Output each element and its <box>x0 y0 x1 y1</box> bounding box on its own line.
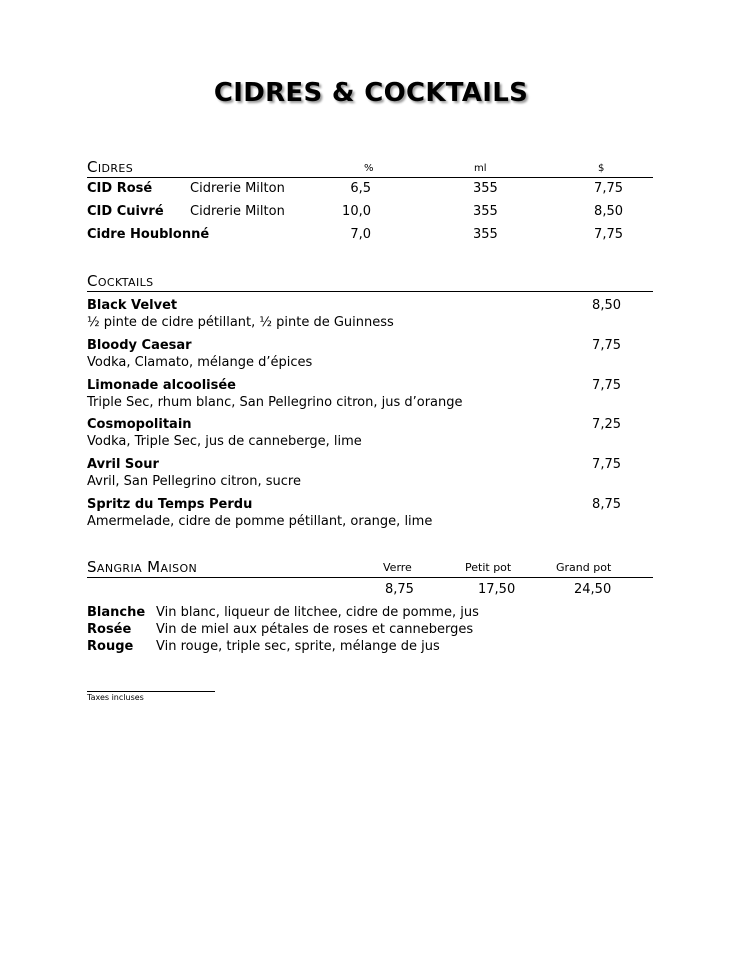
col-price: $ <box>598 163 605 174</box>
cocktail-desc: Amermelade, cidre de pomme pétillant, orange, lime <box>87 514 433 529</box>
cidre-ml: 355 <box>473 204 498 219</box>
footnote: Taxes incluses <box>87 693 144 702</box>
col-grand-pot: Grand pot <box>556 561 612 574</box>
col-ml: ml <box>474 163 487 174</box>
sangria-type <box>87 639 653 656</box>
cidre-ml: 355 <box>473 181 498 196</box>
cidre-row <box>87 204 653 224</box>
cocktail-item <box>87 377 653 411</box>
cidre-pct: 7,0 <box>350 227 371 242</box>
cocktail-name: Cosmopolitain <box>87 417 192 432</box>
cidre-name: CID Cuivré <box>87 204 164 219</box>
sangria-type-desc: Vin de miel aux pétales de roses et canneberges <box>156 622 474 637</box>
cidre-pct: 10,0 <box>342 204 371 219</box>
cocktail-name: Limonade alcoolisée <box>87 378 236 393</box>
price-petit-pot: 17,50 <box>478 582 516 597</box>
cocktail-item <box>87 297 653 331</box>
cidre-price: 7,75 <box>594 227 623 242</box>
cocktails-header <box>87 272 653 292</box>
cocktail-desc: ½ pinte de cidre pétillant, ½ pinte de Guinness <box>87 315 394 330</box>
sangria-heading: Sangria Maison <box>87 558 198 576</box>
cocktail-name: Black Velvet <box>87 298 178 313</box>
cocktail-name: Bloody Caesar <box>87 338 192 353</box>
col-verre: Verre <box>383 561 412 574</box>
cidre-name: Cidre Houblonné <box>87 227 210 242</box>
sangria-type <box>87 622 653 639</box>
cocktail-price: 7,75 <box>592 378 621 393</box>
sangria-header <box>87 558 653 578</box>
cidre-pct: 6,5 <box>350 181 371 196</box>
cocktail-item <box>87 496 653 530</box>
page-title: CIDRES & COCKTAILS <box>213 78 529 108</box>
sangria-price-row <box>87 582 653 602</box>
cocktails-heading: Cocktails <box>87 272 154 290</box>
cidre-price: 7,75 <box>594 181 623 196</box>
sangria-type-name: Rosée <box>87 622 132 637</box>
cocktail-name: Spritz du Temps Perdu <box>87 497 253 512</box>
sangria-type-name: Blanche <box>87 605 146 620</box>
sangria-type <box>87 605 653 622</box>
cocktail-item <box>87 416 653 450</box>
cocktail-item <box>87 456 653 490</box>
cidres-heading: Cidres <box>87 158 134 176</box>
cocktail-desc: Vodka, Clamato, mélange d’épices <box>87 355 313 370</box>
cocktail-price: 8,75 <box>592 497 621 512</box>
cocktail-price: 7,75 <box>592 457 621 472</box>
cocktail-price: 7,75 <box>592 338 621 353</box>
cocktail-price: 8,50 <box>592 298 621 313</box>
cidre-row <box>87 227 653 247</box>
cidre-ml: 355 <box>473 227 498 242</box>
col-pct: % <box>364 163 374 174</box>
price-verre: 8,75 <box>385 582 414 597</box>
cocktail-item <box>87 337 653 371</box>
cidre-row <box>87 181 653 201</box>
sangria-type-desc: Vin blanc, liqueur de litchee, cidre de pomme, jus <box>156 605 479 620</box>
cocktail-desc: Avril, San Pellegrino citron, sucre <box>87 474 301 489</box>
cidre-maker: Cidrerie Milton <box>190 181 285 196</box>
cidre-name: CID Rosé <box>87 181 153 196</box>
footnote-divider <box>87 691 215 692</box>
cocktail-desc: Triple Sec, rhum blanc, San Pellegrino citron, jus d’orange <box>87 395 463 410</box>
col-petit-pot: Petit pot <box>465 561 512 574</box>
cocktail-name: Avril Sour <box>87 457 159 472</box>
cocktail-price: 7,25 <box>592 417 621 432</box>
cidre-maker: Cidrerie Milton <box>190 204 285 219</box>
price-grand-pot: 24,50 <box>574 582 612 597</box>
sangria-type-name: Rouge <box>87 639 134 654</box>
cidres-header <box>87 158 653 178</box>
sangria-type-desc: Vin rouge, triple sec, sprite, mélange de jus <box>156 639 440 654</box>
cidre-price: 8,50 <box>594 204 623 219</box>
cocktail-desc: Vodka, Triple Sec, jus de canneberge, lime <box>87 434 362 449</box>
